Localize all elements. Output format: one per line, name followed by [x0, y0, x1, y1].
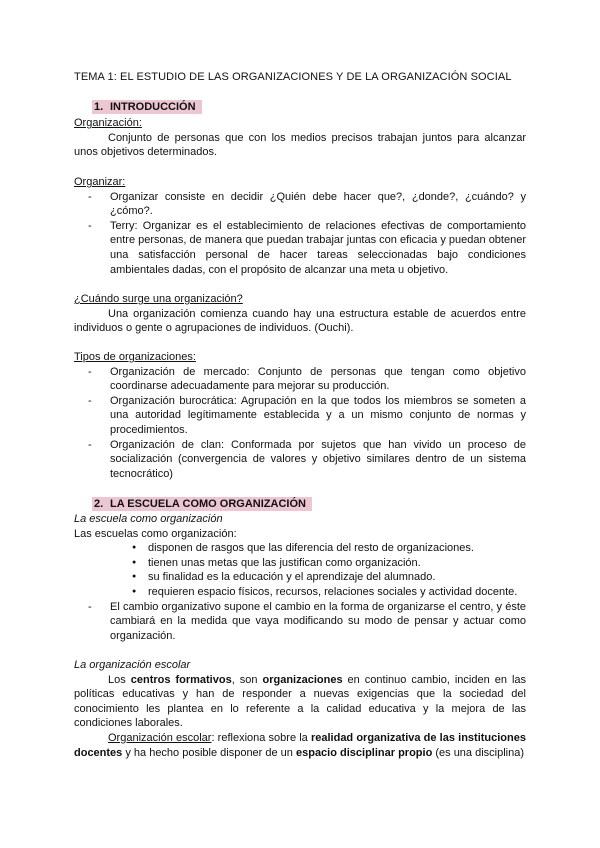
organizacion-escolar-subheading: La organización escolar: [74, 659, 191, 671]
escuela-intro: Las escuelas como organización:: [74, 527, 237, 540]
list-item: ● disponen de rasgos que las diferencia del resto de organizaciones.: [74, 541, 526, 556]
section-2-title: LA ESCUELA COMO ORGANIZACIÓN: [110, 498, 306, 510]
organizacion-escolar-block: [74, 658, 526, 760]
tipos-heading: Tipos de organizaciones:: [74, 351, 196, 363]
p1-text-2: , son: [231, 673, 263, 686]
section-2-heading: [92, 497, 312, 512]
escuela-subheading: La escuela como organización: [74, 513, 223, 525]
document-title: TEMA 1: EL ESTUDIO DE LAS ORGANIZACIONES Y DE LA ORGANIZACIÓN SOCIAL: [74, 71, 512, 83]
cuando-text: Una organización comienza cuando hay una estructura estable de acuerdos entre individuos o gente o agrupaciones de individuos. (Ouchi).: [74, 307, 526, 335]
section-1-highlight: [92, 100, 202, 114]
organizacion-block: [74, 116, 526, 160]
organizar-block: [74, 175, 526, 277]
list-item: ● tienen unas metas que las justifican como organización.: [74, 556, 526, 571]
list-item: - Organizar consiste en decidir ¿Quién debe hacer que?, ¿donde?, ¿cuándo? y ¿cómo?.: [74, 190, 526, 219]
p2-bold-2: espacio disciplinar propio: [295, 746, 433, 759]
tipos-block: [74, 350, 526, 481]
organizacion-escolar-p1: [74, 673, 526, 731]
organizar-heading: Organizar:: [74, 176, 126, 188]
p2-text-2: y ha hecho posible disponer de un: [122, 746, 296, 759]
p2-underline-1: Organización escolar: [108, 731, 212, 744]
list-item: ● requieren espacio físicos, recursos, relaciones sociales y actividad docente.: [74, 585, 526, 600]
p2-bold-1: realidad organizativa de las instituciones docentes: [74, 731, 526, 759]
list-item: - El cambio organizativo supone el cambio en la forma de organizarse el centro, y éste cambiará en la medida que vaya modificando su modo de pensar y actuar como organización.: [74, 600, 526, 644]
list-item: ● su finalidad es la educación y el aprendizaje del alumnado.: [74, 570, 526, 585]
organizar-list: [74, 190, 526, 278]
list-item: - Organización de clan: Conformada por sujetos que han vivido un proceso de socialización (convergencia de valores y objetivo similares dentro de un sistema tecnocrático): [74, 438, 526, 482]
p1-text-1: Los: [108, 673, 131, 686]
tipos-list: [74, 365, 526, 482]
list-item: - Organización de mercado: Conjunto de personas que tengan como objetivo coordinarse adecuadamente para mejorar su producción.: [74, 365, 526, 394]
p1-text-3: en continuo cambio, inciden en las políticas educativas y han de responder a nuevas exigencias que la sociedad del conocimiento les plantea en lo referente a la calidad educativa y la mejora de las condiciones laborales.: [74, 673, 527, 730]
organizacion-heading: Organización:: [74, 117, 142, 129]
section-2-highlight: [92, 497, 312, 511]
list-item: - Organización burocrática: Agrupación en la que todos los miembros se someten a una autoridad legítimamente establecida y a un mismo conjunto de normas y procedimientos.: [74, 394, 526, 438]
organizacion-escolar-p2: [74, 731, 526, 760]
p1-bold-2: organizaciones: [262, 673, 343, 686]
cuando-heading: ¿Cuándo surge una organización?: [74, 293, 243, 305]
p2-text-1: : reflexiona sobre la: [211, 731, 311, 744]
escuela-dash-list: [74, 600, 526, 644]
section-1-heading: [92, 100, 202, 115]
p2-text-3: (es una disciplina): [432, 746, 525, 759]
escuela-bullets: [74, 541, 526, 599]
escuela-block: [74, 512, 526, 643]
p1-bold-1: centros formativos: [130, 673, 232, 686]
list-item: - Terry: Organizar es el establecimiento de relaciones efectivas de comportamiento entre personas, de manera que puedan trabajar juntas con eficacia y puedan obtener una satisfacción personal de hacer tareas seleccionadas bajo condiciones ambientales dadas, con el propósito de alcanzar una meta u objetivo.: [74, 219, 526, 277]
cuando-block: [74, 292, 526, 336]
section-2-number: 2.: [94, 498, 104, 510]
section-1-title: INTRODUCCIÓN: [110, 101, 196, 113]
organizacion-definition: Conjunto de personas que con los medios precisos trabajan juntos para alcanzar unos objetivos determinados.: [74, 131, 526, 159]
section-1-number: 1.: [94, 101, 104, 113]
